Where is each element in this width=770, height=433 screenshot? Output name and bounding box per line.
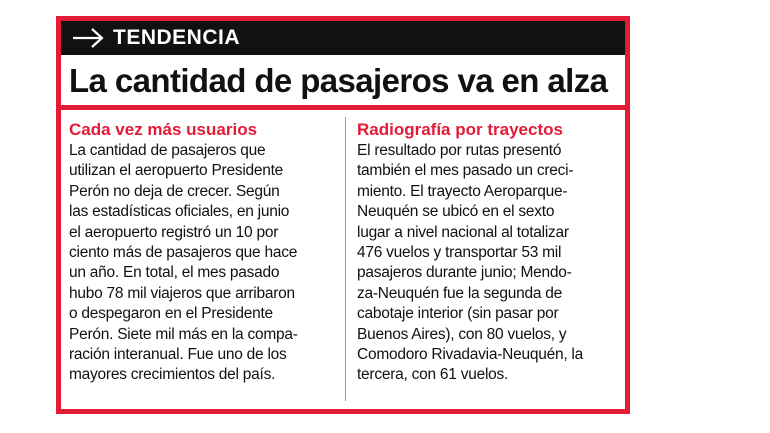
section-header-bar (61, 21, 625, 55)
text-line: miento. El trayecto Aeroparque- (357, 182, 568, 200)
text-line: ración interanual. Fue uno de los (69, 346, 287, 364)
text-line: o despegaron en el Presidente (69, 305, 273, 323)
text-line: pasajeros durante junio; Mendo- (357, 264, 572, 282)
article-box (56, 16, 630, 414)
red-divider (61, 105, 625, 110)
left-column (69, 120, 339, 386)
text-line: ciento más de pasajeros que hace (69, 244, 298, 262)
text-line: La cantidad de pasajeros que (69, 142, 266, 159)
section-label: TENDENCIA (113, 26, 241, 49)
right-column-title: Radiografía por trayectos (357, 120, 563, 139)
text-line: un año. En total, el mes pasado (69, 264, 280, 282)
text-line: mayores crecimientos del país. (69, 366, 276, 384)
text-line: el aeropuerto registró un 10 por (69, 223, 279, 241)
arrow-right-icon (71, 26, 107, 50)
left-column-title: Cada vez más usuarios (69, 120, 258, 139)
text-line: las estadísticas oficiales, en junio (69, 203, 290, 221)
text-line: 476 vuelos y transportar 53 mil (357, 244, 562, 262)
text-line: utilizan el aeropuerto Presidente (69, 162, 284, 180)
right-column-body (357, 141, 627, 386)
text-line: también el mes pasado un creci- (357, 162, 574, 180)
text-line: Buenos Aires), con 80 vuelos, y (357, 325, 567, 343)
headline: La cantidad de pasajeros va en alza (69, 62, 608, 99)
text-line: tercera, con 61 vuelos. (357, 366, 509, 384)
text-line: lugar a nivel nacional al totalizar (357, 223, 569, 241)
text-line: Comodoro Rivadavia-Neuquén, la (357, 346, 583, 364)
text-line: Perón no deja de crecer. Según (69, 182, 280, 200)
text-line: cabotaje interior (sin pasar por (357, 305, 559, 323)
text-line: El resultado por rutas presentó (357, 142, 562, 159)
text-line: hubo 78 mil viajeros que arribaron (69, 284, 295, 302)
right-column (357, 120, 627, 386)
column-divider (345, 117, 346, 401)
left-column-body (69, 141, 339, 386)
text-line: Perón. Siete mil más en la compa- (69, 325, 298, 343)
text-line: za-Neuquén fue la segunda de (357, 284, 562, 302)
text-line: Neuquén se ubicó en el sexto (357, 203, 555, 221)
